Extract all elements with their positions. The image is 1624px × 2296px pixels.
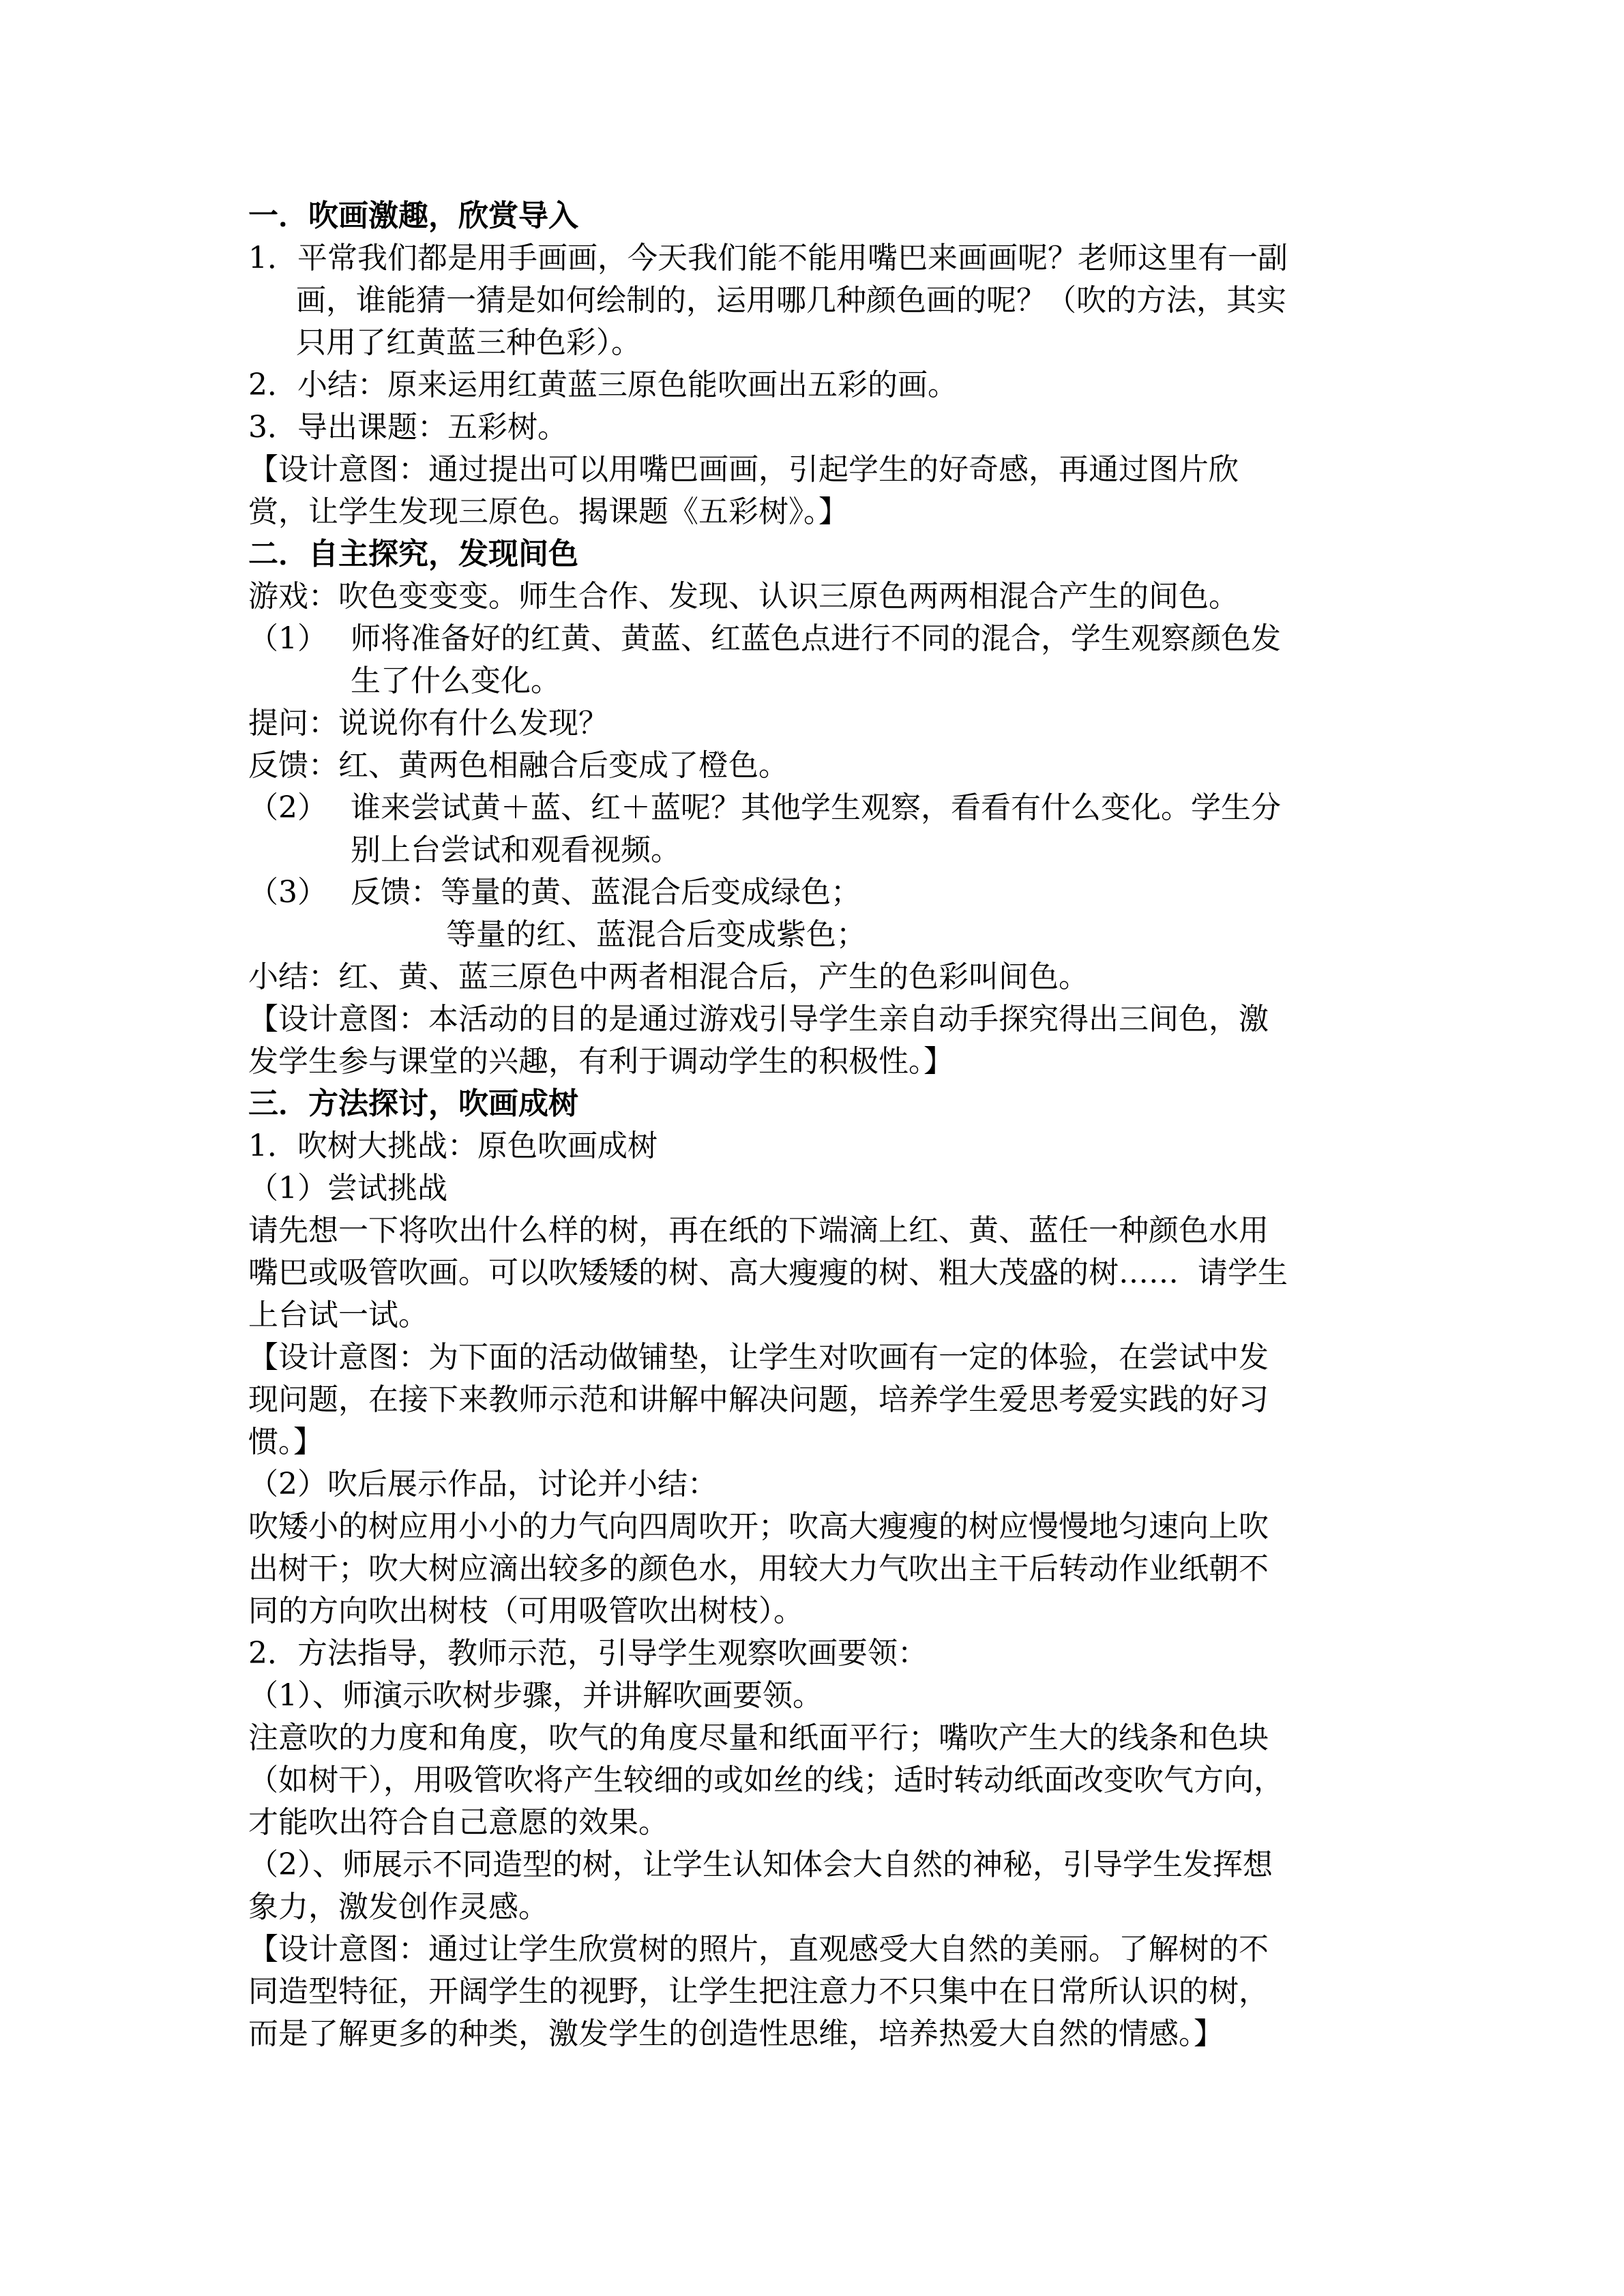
design-intent-line: 惯。】 (248, 1425, 323, 1459)
document-body (248, 195, 1401, 2055)
paragraph-line: 等量的红、蓝混合后变成紫色； (446, 917, 866, 952)
paragraph-line: 3．导出课题：五彩树。 (248, 410, 567, 445)
paragraph-line: 出树干；吹大树应滴出较多的颜色水，用较大力气吹出主干后转动作业纸朝不 (248, 1551, 1269, 1586)
design-intent-line: 同造型特征，开阔学生的视野，让学生把注意力不只集中在日常所认识的树， (248, 1974, 1269, 2009)
paragraph-line: 1．吹树大挑战：原色吹画成树 (248, 1129, 658, 1163)
paragraph-line-text: 嘴巴或吸管吹画。可以吹矮矮的树、高大瘦瘦的树、粗大茂盛的树…… 请学生 (248, 1255, 1288, 1290)
numbered-item (248, 871, 1401, 914)
paragraph-line: 生了什么变化。 (351, 664, 561, 698)
paragraph-line: 游戏：吹色变变变。师生合作、发现、认识三原色两两相混合产生的间色。 (248, 579, 1239, 614)
item-label: （2） (248, 790, 327, 825)
numbered-item (248, 787, 1401, 829)
section-heading: 一．吹画激趣，欣赏导入 (248, 198, 578, 233)
paragraph-line: 2．小结：原来运用红黄蓝三原色能吹画出五彩的画。 (248, 368, 958, 402)
paragraph-line: 请先想一下将吹出什么样的树，再在纸的下端滴上红、黄、蓝任一种颜色水用 (248, 1213, 1269, 1248)
design-intent-line: 【设计意图：通过让学生欣赏树的照片，直观感受大自然的美丽。了解树的不 (248, 1932, 1269, 1967)
paragraph-line: 画，谁能猜一猜是如何绘制的，运用哪几种颜色画的呢？（吹的方法，其实 (296, 283, 1286, 318)
paragraph-line: （1）、师演示吹树步骤，并讲解吹画要领。 (248, 1678, 823, 1713)
paragraph-line: 注意吹的力度和角度，吹气的角度尽量和纸面平行；嘴吹产生大的线条和色块 (248, 1720, 1269, 1755)
paragraph-line: 反馈：红、黄两色相融合后变成了橙色。 (248, 748, 788, 783)
paragraph-line: （2）吹后展示作品，讨论并小结： (248, 1467, 718, 1502)
paragraph-line: 上台试一试。 (248, 1298, 428, 1332)
paragraph-line (248, 1252, 1401, 1294)
item-text: 师将准备好的红黄、黄蓝、红蓝色点进行不同的混合，学生观察颜色发 (351, 621, 1281, 656)
paragraph-line: 同的方向吹出树枝（可用吸管吹出树枝）。 (248, 1594, 803, 1628)
design-intent-line: 现问题，在接下来教师示范和讲解中解决问题，培养学生爱思考爱实践的好习 (248, 1382, 1269, 1417)
item-text: 谁来尝试黄＋蓝、红＋蓝呢？其他学生观察，看看有什么变化。学生分 (351, 790, 1281, 825)
paragraph-line: 别上台尝试和观看视频。 (351, 833, 681, 867)
paragraph-line: 象力，激发创作灵感。 (248, 1890, 548, 1924)
paragraph-line: 2．方法指导，教师示范，引导学生观察吹画要领： (248, 1636, 928, 1671)
item-label: （3） (248, 875, 327, 910)
paragraph-line: 1．平常我们都是用手画画，今天我们能不能用嘴巴来画画呢？老师这里有一副 (248, 241, 1288, 275)
section-heading: 二．自主探究，发现间色 (248, 537, 578, 571)
paragraph-line: （2）、师展示不同造型的树，让学生认知体会大自然的神秘，引导学生发挥想 (248, 1847, 1273, 1882)
design-intent-line: 【设计意图：本活动的目的是通过游戏引导学生亲自动手探究得出三间色，激 (248, 1002, 1269, 1037)
paragraph-line: （1）尝试挑战 (248, 1171, 447, 1206)
design-intent-line: 【设计意图：为下面的活动做铺垫，让学生对吹画有一定的体验，在尝试中发 (248, 1340, 1269, 1375)
paragraph-line: 只用了红黄蓝三种色彩）。 (296, 325, 641, 360)
design-intent-line: 而是了解更多的种类，激发学生的创造性思维，培养热爱大自然的情感。】 (248, 2016, 1224, 2051)
paragraph-line: （如树干），用吸管吹将产生较细的或如丝的线；适时转动纸面改变吹气方向， (248, 1763, 1284, 1798)
design-intent-line: 赏，让学生发现三原色。揭课题《五彩树》。】 (248, 494, 848, 529)
design-intent-line: 发学生参与课堂的兴趣，有利于调动学生的积极性。】 (248, 1044, 954, 1079)
item-label: （1） (248, 621, 327, 656)
numbered-item (248, 618, 1401, 660)
paragraph-line: 小结：红、黄、蓝三原色中两者相混合后，产生的色彩叫间色。 (248, 959, 1089, 994)
paragraph-line: 提问：说说你有什么发现？ (248, 706, 608, 741)
paragraph-line: 吹矮小的树应用小小的力气向四周吹开；吹高大瘦瘦的树应慢慢地匀速向上吹 (248, 1509, 1269, 1544)
design-intent-line: 【设计意图：通过提出可以用嘴巴画画，引起学生的好奇感，再通过图片欣 (248, 452, 1239, 487)
section-heading: 三．方法探讨，吹画成树 (248, 1086, 578, 1121)
item-text: 反馈：等量的黄、蓝混合后变成绿色； (351, 875, 861, 910)
paragraph-line: 才能吹出符合自己意愿的效果。 (248, 1805, 668, 1840)
